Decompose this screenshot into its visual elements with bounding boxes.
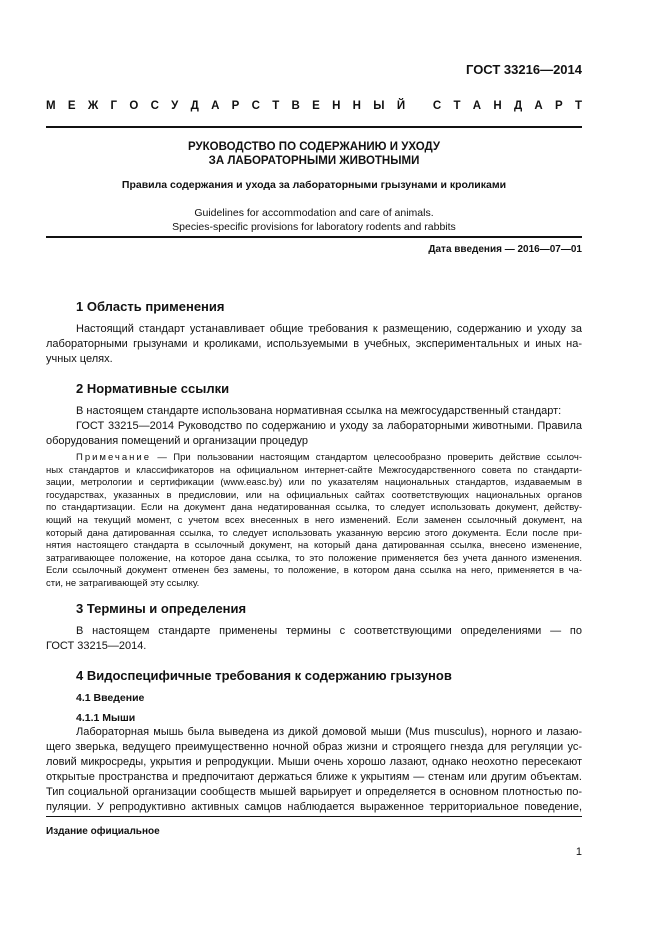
text-line: Тип социальной организации сообществ мышей варьирует и определяется в основном плотностью по- xyxy=(46,786,582,798)
text-line: открытые пространства и предпочитают держаться ближе к укрытиям — стенам или другим объектам. xyxy=(46,771,582,783)
section-2-note xyxy=(46,452,582,591)
banner-letter: Н xyxy=(493,100,502,112)
note-line: ющий на текущий момент, с учетом всех внесенных в него изменений. Если заменен ссылочный документ, на xyxy=(46,514,582,526)
note-line: по стандартизации. Если на документ дана недатированная ссылка, то следует использовать документ, действу- xyxy=(46,502,582,514)
english-title-line: Species-specific provisions for laboratory rodents and rabbits xyxy=(172,221,456,233)
text-line: В настоящем стандарте использована нормативная ссылка на межгосударственный стандарт: xyxy=(76,405,562,417)
english-title-line: Guidelines for accommodation and care of animals. xyxy=(194,207,434,219)
banner-letter: Н xyxy=(332,100,341,112)
note-line: нятия настоящего стандарта в ссылочный документ, на который дана датированная ссылка, внесено изменение, xyxy=(46,540,582,552)
note-line: государствах, указанных в предисловии, или на официальных сайтах соответствующих национальных органов xyxy=(46,489,582,501)
text-line: ГОСТ 33215—2014. xyxy=(46,640,147,652)
text-line: пуляции. У репродуктивно активных самцов наблюдается выраженное территориальное поведение, xyxy=(46,801,582,813)
text-line: оборудования помещений и организации процедур xyxy=(46,435,308,447)
banner-letter: В xyxy=(291,100,300,112)
introduction-date: Дата введения — 2016—07—01 xyxy=(428,244,582,255)
section-4-heading: 4 Видоспецифичные требования к содержанию грызунов xyxy=(76,668,452,683)
banner-letter: С xyxy=(251,100,260,112)
page-number: 1 xyxy=(575,846,582,858)
section-4-text xyxy=(46,725,582,815)
banner-letter: М xyxy=(46,100,56,112)
banner-letter: Т xyxy=(574,100,582,112)
banner-letter: Ж xyxy=(87,100,99,112)
english-title xyxy=(46,206,582,234)
note-line: Примечание — При пользовании настоящим стандартом целесообразно проверить действие ссылоч- xyxy=(76,452,582,463)
text-line: лабораторными грызунами и кроликами, используемыми в учебных, экспериментальных и иных на- xyxy=(46,338,582,350)
note-line: который дана датированная ссылка, то следует использовать указанную версию этого документа. Если после при- xyxy=(46,527,582,539)
banner-letter: А xyxy=(472,100,482,112)
interstate-standard-banner xyxy=(46,100,582,112)
note-line: Если ссылочный документ отменен без замены, то положение, в котором дана ссылка на него, применяется в ча- xyxy=(46,565,582,577)
document-title xyxy=(46,140,582,168)
banner-letter: Ы xyxy=(373,100,385,112)
gost-code: ГОСТ 33216—2014 xyxy=(466,62,582,77)
banner-letter: Й xyxy=(396,100,406,112)
note-line: ных стандартов и классификаторов на официальном интернет-сайте Межгосударственного совета по стандарти- xyxy=(46,464,582,476)
footer-rule xyxy=(46,816,582,817)
section-1-heading: 1 Область применения xyxy=(76,299,225,314)
section-2-text xyxy=(46,404,582,449)
note-line: затрагивающее положение, на которое дана ссылка, то это положение применяется без учета данного изменения. xyxy=(46,552,582,564)
section-1-text xyxy=(46,322,582,367)
section-2-heading: 2 Нормативные ссылки xyxy=(76,381,230,396)
banner-letter: Т xyxy=(272,100,280,112)
title-rule xyxy=(46,236,582,238)
section-3-text xyxy=(46,624,582,654)
note-label: Примечание xyxy=(76,452,151,463)
subsection-4-1-heading: 4.1 Введение xyxy=(76,692,145,704)
text-line: учных целях. xyxy=(46,353,113,365)
banner-letter: Е xyxy=(312,100,320,112)
section-3-heading: 3 Термины и определения xyxy=(76,601,247,616)
text-line: Лабораторная мышь была выведена из дикой домовой мыши (Mus musculus), норного и лазаю- xyxy=(76,726,582,738)
banner-letter: А xyxy=(211,100,220,112)
text-line: ГОСТ 33215—2014 Руководство по содержанию и уходу за лабораторными животными. Правила xyxy=(76,420,582,432)
text-line: Настоящий стандарт устанавливает общие требования к размещению, содержанию и уходу за xyxy=(76,323,582,335)
text-line: щего зверька, ведущего преимущественно ночной образ жизни и строящего гнезда для регуляции ус- xyxy=(46,741,582,753)
header-rule xyxy=(46,126,582,128)
title-line: ЗА ЛАБОРАТОРНЫМИ ЖИВОТНЫМИ xyxy=(208,155,420,167)
banner-letter: С xyxy=(432,100,442,112)
banner-letter: Р xyxy=(231,100,240,112)
banner-letter: С xyxy=(150,100,159,112)
document-subtitle: Правила содержания и ухода за лабораторными грызунами и кроликами xyxy=(121,179,507,191)
banner-letter: Т xyxy=(453,100,461,112)
title-line: РУКОВОДСТВО ПО СОДЕРЖАНИЮ И УХОДУ xyxy=(187,141,441,153)
subsection-4-1-1-heading: 4.1.1 Мыши xyxy=(76,712,136,724)
banner-gap xyxy=(417,100,420,112)
banner-letter: О xyxy=(129,100,139,112)
banner-letter: Д xyxy=(513,100,523,112)
banner-letter: Е xyxy=(67,100,76,112)
official-edition-label: Издание официальное xyxy=(46,826,160,837)
text-line: В настоящем стандарте применены термины с соответствующими определениями — по xyxy=(76,625,582,637)
banner-letter: А xyxy=(534,100,543,112)
note-line: зации, метрологии и сертификации (www.easc.by) или по указателям национальных стандартов, издаваемым в xyxy=(46,477,582,489)
text-line: ловий микросреды, укрытия и репродукции. Мыши очень хорошо лазают, однако неохотно пересекают xyxy=(46,756,582,768)
banner-letter: У xyxy=(171,100,179,112)
banner-letter: Н xyxy=(352,100,361,112)
banner-letter: Д xyxy=(190,100,199,112)
note-line: сти, не затрагивающей эту ссылку. xyxy=(46,577,200,589)
banner-letter: Г xyxy=(110,100,118,112)
banner-letter: Р xyxy=(555,100,563,112)
